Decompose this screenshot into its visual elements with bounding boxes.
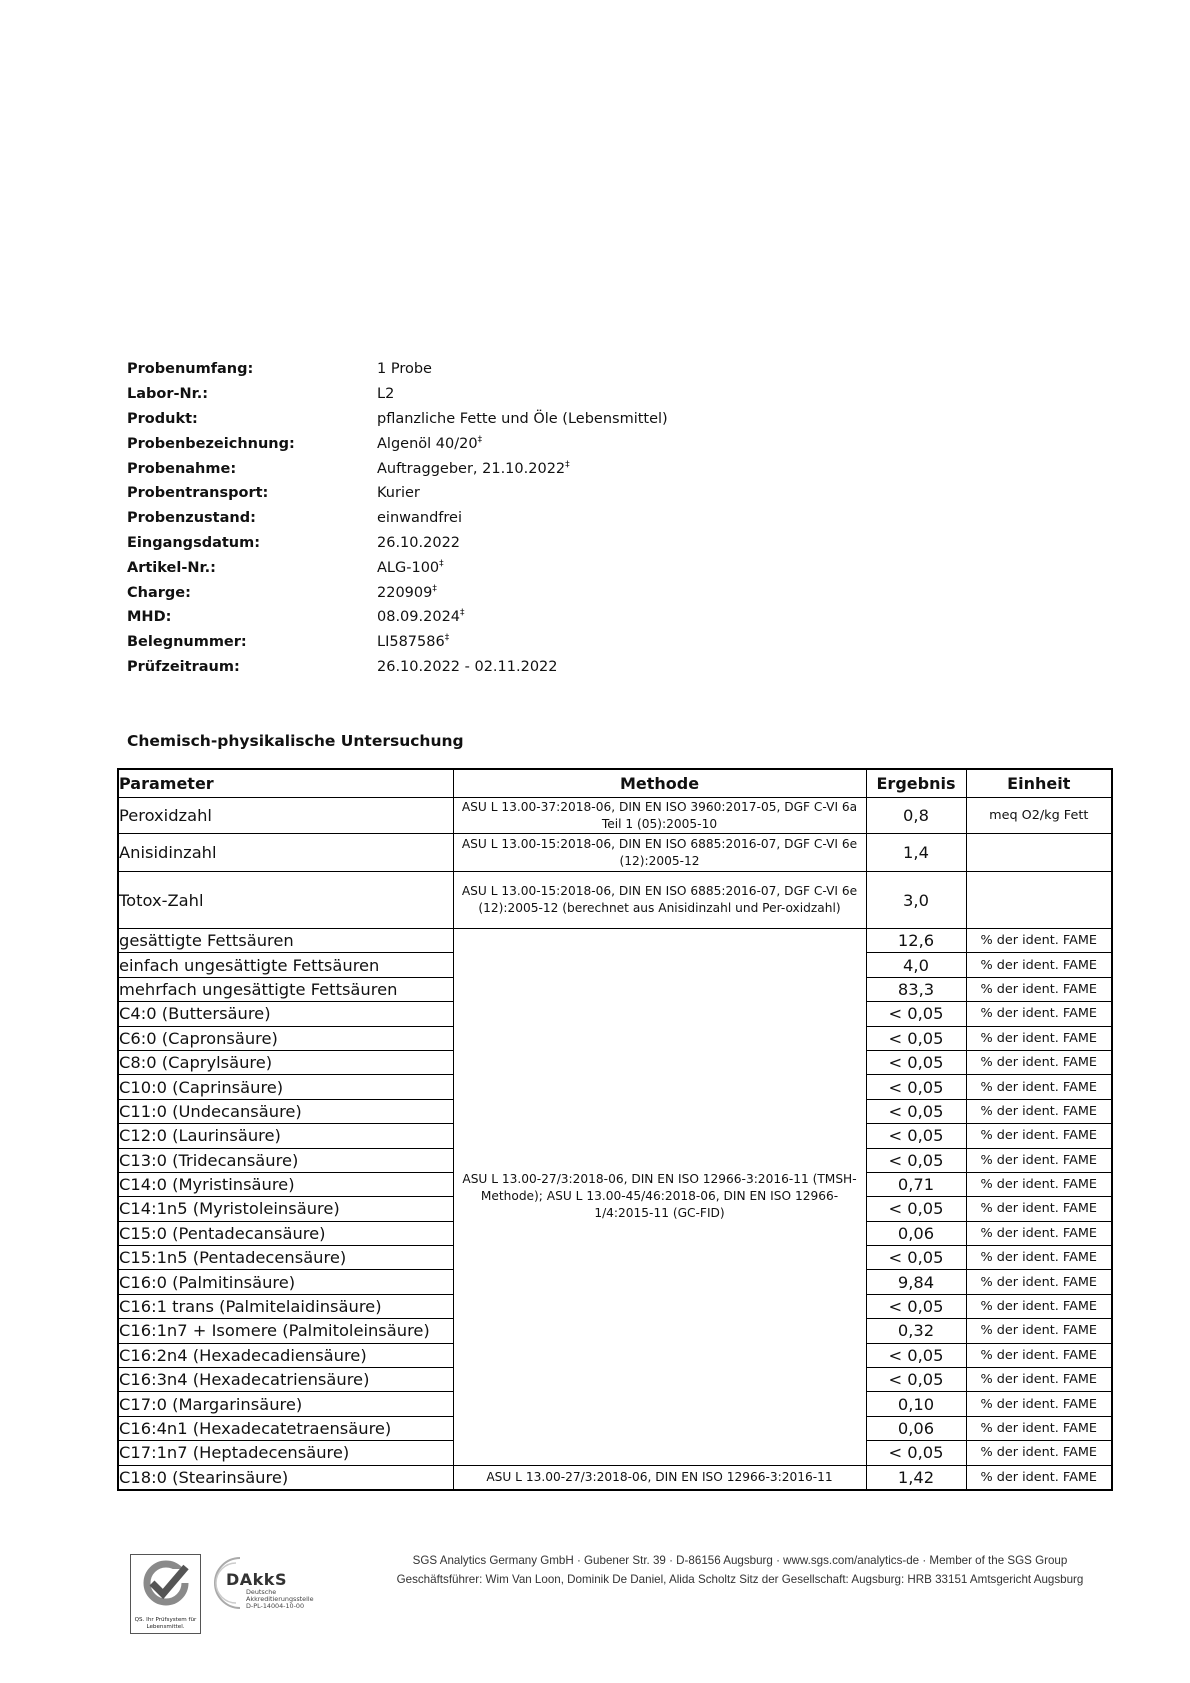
results-table	[117, 768, 1113, 1491]
unit-cell: % der ident. FAME	[966, 1246, 1112, 1270]
info-row	[127, 531, 827, 556]
info-row	[127, 456, 827, 481]
result-cell: < 0,05	[866, 1294, 966, 1318]
info-label: Probenahme:	[127, 460, 237, 477]
info-label: Probenzustand:	[127, 510, 256, 527]
info-value: Algenöl 40/20‡	[377, 434, 483, 452]
info-label: Charge:	[127, 584, 191, 601]
info-label: Produkt:	[127, 410, 198, 427]
unit-cell: % der ident. FAME	[966, 1148, 1112, 1172]
parameter-cell: C16:1n7 + Isomere (Palmitoleinsäure)	[118, 1319, 453, 1343]
result-cell: < 0,05	[866, 1148, 966, 1172]
result-cell: 0,32	[866, 1319, 966, 1343]
parameter-cell: C17:0 (Margarinsäure)	[118, 1392, 453, 1416]
info-row	[127, 580, 827, 605]
parameter-cell: einfach ungesättigte Fettsäuren	[118, 953, 453, 977]
result-cell: 12,6	[866, 929, 966, 953]
result-cell: < 0,05	[866, 1124, 966, 1148]
unit-cell: % der ident. FAME	[966, 1465, 1112, 1490]
unit-cell: % der ident. FAME	[966, 1221, 1112, 1245]
info-label: MHD:	[127, 609, 172, 626]
parameter-cell: Totox-Zahl	[118, 872, 453, 929]
unit-cell: % der ident. FAME	[966, 1099, 1112, 1123]
result-cell: 0,10	[866, 1392, 966, 1416]
info-value: einwandfrei	[377, 510, 462, 527]
table-row	[118, 872, 1112, 929]
qs-checkmark-icon	[136, 1559, 196, 1609]
unit-cell: % der ident. FAME	[966, 1270, 1112, 1294]
info-row	[127, 506, 827, 531]
unit-cell	[966, 834, 1112, 872]
result-cell: 3,0	[866, 872, 966, 929]
footer-text	[360, 1551, 1120, 1589]
qs-logo	[130, 1554, 201, 1634]
info-label: Labor-Nr.:	[127, 386, 209, 403]
result-cell: < 0,05	[866, 1050, 966, 1074]
parameter-cell: C16:0 (Palmitinsäure)	[118, 1270, 453, 1294]
unit-cell: % der ident. FAME	[966, 1075, 1112, 1099]
unit-cell: meq O2/kg Fett	[966, 798, 1112, 834]
info-label: Prüfzeitraum:	[127, 658, 240, 675]
unit-cell: % der ident. FAME	[966, 1392, 1112, 1416]
result-cell: 0,8	[866, 798, 966, 834]
result-cell: < 0,05	[866, 1099, 966, 1123]
table-row	[118, 1465, 1112, 1490]
method-cell: ASU L 13.00-37:2018-06, DIN EN ISO 3960:2017-05, DGF C-VI 6a Teil 1 (05):2005-10	[453, 798, 866, 834]
info-value: 220909‡	[377, 583, 437, 601]
unit-cell: % der ident. FAME	[966, 953, 1112, 977]
info-row	[127, 407, 827, 432]
result-cell: < 0,05	[866, 1343, 966, 1367]
result-cell: 0,71	[866, 1172, 966, 1196]
parameter-cell: C17:1n7 (Heptadecensäure)	[118, 1441, 453, 1465]
info-label: Probenumfang:	[127, 361, 254, 378]
parameter-cell: C14:1n5 (Myristoleinsäure)	[118, 1197, 453, 1221]
result-cell: < 0,05	[866, 1197, 966, 1221]
parameter-cell: C13:0 (Tridecansäure)	[118, 1148, 453, 1172]
parameter-cell: C10:0 (Caprinsäure)	[118, 1075, 453, 1099]
info-row	[127, 431, 827, 456]
info-value: 26.10.2022 - 02.11.2022	[377, 658, 558, 675]
result-cell: < 0,05	[866, 1026, 966, 1050]
info-row	[127, 555, 827, 580]
result-cell: 1,4	[866, 834, 966, 872]
parameter-cell: C15:0 (Pentadecansäure)	[118, 1221, 453, 1245]
unit-cell: % der ident. FAME	[966, 1368, 1112, 1392]
parameter-cell: C8:0 (Caprylsäure)	[118, 1050, 453, 1074]
method-cell: ASU L 13.00-27/3:2018-06, DIN EN ISO 12966-3:2016-11 (TMSH-Methode); ASU L 13.00-45/46:2018-06, DIN EN ISO 12966-1/4:2015-11 (GC-FID)	[453, 929, 866, 1466]
parameter-cell: C16:2n4 (Hexadecadiensäure)	[118, 1343, 453, 1367]
info-value: Auftraggeber, 21.10.2022‡	[377, 459, 570, 477]
result-cell: 9,84	[866, 1270, 966, 1294]
dakks-subtitle: Deutsche Akkreditierungsstelle D-PL-14004-10-00	[246, 1588, 314, 1611]
section-title: Chemisch-physikalische Untersuchung	[127, 732, 464, 750]
result-cell: < 0,05	[866, 1441, 966, 1465]
header-method: Methode	[453, 769, 866, 798]
result-cell: < 0,05	[866, 1075, 966, 1099]
result-cell: 83,3	[866, 977, 966, 1001]
parameter-cell: Anisidinzahl	[118, 834, 453, 872]
unit-cell: % der ident. FAME	[966, 1026, 1112, 1050]
unit-cell: % der ident. FAME	[966, 1050, 1112, 1074]
footer-line-company: SGS Analytics Germany GmbH · Gubener Str. 39 · D-86156 Augsburg · www.sgs.com/analytics-de · Member of the SGS Group	[412, 1554, 1068, 1567]
info-row	[127, 481, 827, 506]
table-row	[118, 929, 1112, 953]
info-value: 26.10.2022	[377, 534, 461, 551]
unit-cell	[966, 872, 1112, 929]
result-cell: 0,06	[866, 1221, 966, 1245]
header-unit: Einheit	[966, 769, 1112, 798]
result-cell: 4,0	[866, 953, 966, 977]
unit-cell: % der ident. FAME	[966, 1416, 1112, 1440]
result-cell: 1,42	[866, 1465, 966, 1490]
info-value: 08.09.2024‡	[377, 608, 465, 626]
parameter-cell: C16:4n1 (Hexadecatetraensäure)	[118, 1416, 453, 1440]
method-cell: ASU L 13.00-15:2018-06, DIN EN ISO 6885:2016-07, DGF C-VI 6e (12):2005-12 (berechnet aus Anisidinzahl und Per-oxidzahl)	[453, 872, 866, 929]
unit-cell: % der ident. FAME	[966, 1197, 1112, 1221]
info-value: pflanzliche Fette und Öle (Lebensmittel)	[377, 410, 668, 427]
parameter-cell: C15:1n5 (Pentadecensäure)	[118, 1246, 453, 1270]
info-row	[127, 655, 827, 680]
header-result: Ergebnis	[866, 769, 966, 798]
unit-cell: % der ident. FAME	[966, 1172, 1112, 1196]
unit-cell: % der ident. FAME	[966, 929, 1112, 953]
table-row	[118, 798, 1112, 834]
info-row	[127, 382, 827, 407]
unit-cell: % der ident. FAME	[966, 1124, 1112, 1148]
table-header-row	[118, 769, 1112, 798]
footer-line-management: Geschäftsführer: Wim Van Loon, Dominik De Daniel, Alida Scholtz Sitz der Gesellschaft: Augsburg: HRB 33151 Amtsgericht Augsburg	[396, 1573, 1084, 1586]
table-row	[118, 834, 1112, 872]
info-label: Probentransport:	[127, 485, 269, 502]
parameter-cell: C14:0 (Myristinsäure)	[118, 1172, 453, 1196]
info-value: 1 Probe	[377, 361, 432, 378]
result-cell: < 0,05	[866, 1002, 966, 1026]
parameter-cell: C18:0 (Stearinsäure)	[118, 1465, 453, 1490]
unit-cell: % der ident. FAME	[966, 977, 1112, 1001]
info-row	[127, 605, 827, 630]
info-value: LI587586‡	[377, 633, 450, 651]
unit-cell: % der ident. FAME	[966, 1441, 1112, 1465]
dakks-title: DAkkS	[226, 1570, 287, 1589]
info-value: Kurier	[377, 485, 420, 502]
parameter-cell: mehrfach ungesättigte Fettsäuren	[118, 977, 453, 1001]
parameter-cell: C16:1 trans (Palmitelaidinsäure)	[118, 1294, 453, 1318]
sample-info	[127, 357, 827, 679]
dakks-logo	[210, 1554, 340, 1614]
result-cell: 0,06	[866, 1416, 966, 1440]
method-cell: ASU L 13.00-27/3:2018-06, DIN EN ISO 12966-3:2016-11	[453, 1465, 866, 1490]
info-value: ALG-100‡	[377, 558, 444, 576]
parameter-cell: C12:0 (Laurinsäure)	[118, 1124, 453, 1148]
unit-cell: % der ident. FAME	[966, 1002, 1112, 1026]
info-row	[127, 357, 827, 382]
parameter-cell: C16:3n4 (Hexadecatriensäure)	[118, 1368, 453, 1392]
parameter-cell: C4:0 (Buttersäure)	[118, 1002, 453, 1026]
parameter-cell: C11:0 (Undecansäure)	[118, 1099, 453, 1123]
method-cell: ASU L 13.00-15:2018-06, DIN EN ISO 6885:2016-07, DGF C-VI 6e (12):2005-12	[453, 834, 866, 872]
header-parameter: Parameter	[118, 769, 453, 798]
info-label: Belegnummer:	[127, 634, 247, 651]
parameter-cell: gesättigte Fettsäuren	[118, 929, 453, 953]
unit-cell: % der ident. FAME	[966, 1343, 1112, 1367]
result-cell: < 0,05	[866, 1368, 966, 1392]
parameter-cell: C6:0 (Capronsäure)	[118, 1026, 453, 1050]
parameter-cell: Peroxidzahl	[118, 798, 453, 834]
info-label: Probenbezeichnung:	[127, 435, 295, 452]
qs-logo-text: QS. Ihr Prüfsystem für Lebensmittel.	[134, 1617, 197, 1630]
info-row	[127, 630, 827, 655]
unit-cell: % der ident. FAME	[966, 1319, 1112, 1343]
unit-cell: % der ident. FAME	[966, 1294, 1112, 1318]
result-cell: < 0,05	[866, 1246, 966, 1270]
info-label: Eingangsdatum:	[127, 534, 261, 551]
info-label: Artikel-Nr.:	[127, 559, 216, 576]
info-value: L2	[377, 386, 395, 403]
